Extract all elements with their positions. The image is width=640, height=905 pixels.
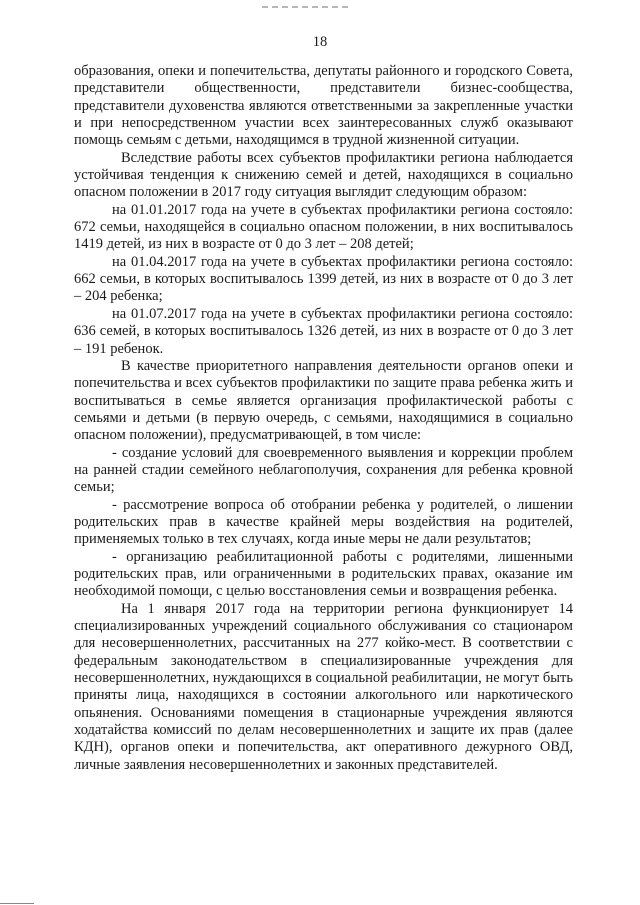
list-item: - организацию реабилитационной работы с родителями, лишенными родительских прав, или ограниченными в родительских правах, оказание им необходимой помощи, с целью восстановления семьи и возвращения ребенка. (74, 548, 573, 600)
paragraph: Вследствие работы всех субъектов профилактики региона наблюдается устойчивая тенденция к снижению семей и детей, находящихся в социально опасном положении в 2017 году ситуация выглядит следующим образом: (74, 149, 573, 201)
body-text (74, 63, 573, 774)
paragraph: образования, опеки и попечительства, депутаты районного и городского Совета, представители общественности, представители бизнес-сообщества, представители духовенства являются ответственными за закрепленные участки и при непосредственном участии всех заинтересованных служб оказывают помощь семьям с детьми, находящимся в трудной жизненной ситуации. (74, 63, 573, 149)
paragraph: на 01.04.2017 года на учете в субъектах профилактики региона состояло: 662 семьи, в которых воспитывалось 1399 детей, из них в возрасте от 0 до 3 лет – 204 ребенка; (74, 253, 573, 305)
paragraph: В качестве приоритетного направления деятельности органов опеки и попечительства и всех субъектов профилактики по защите права ребенка жить и воспитываться в семье является организация профилактической работы с семьями и детьми (в первую очередь, с семьями, находящимися в социально опасном положении), предусматривающей, в том числе: (74, 357, 573, 444)
paragraph: на 01.07.2017 года на учете в субъектах профилактики региона состояло: 636 семей, в которых воспитывалось 1326 детей, из них в возрасте от 0 до 3 лет – 191 ребенок. (74, 305, 573, 357)
list-item: - создание условий для своевременного выявления и коррекции проблем на ранней стадии семейного неблагополучия, сохранения для ребенка кровной семьи; (74, 444, 573, 496)
scan-edge-line (0, 903, 34, 904)
page-number: 18 (312, 34, 328, 50)
paragraph: на 01.01.2017 года на учете в субъектах профилактики региона состояло: 672 семьи, находящейся в социально опасном положении, в них воспитывалось 1419 детей, из них в возрасте от 0 до 3 лет – 208 детей; (74, 201, 573, 253)
scan-artifact (262, 6, 348, 8)
paragraph: На 1 января 2017 года на территории региона функционирует 14 специализированных учреждений социального обслуживания со стационаром для несовершеннолетних, рассчитанных на 277 койко-мест. В соответствии с федеральным законодательством в специализированные учреждения для несовершеннолетних, нуждающихся в социальной реабилитации, не могут быть приняты лица, находящихся в состоянии алкогольного или наркотического опьянения. Основаниями помещения в стационарные учреждения являются ходатайства комиссий по делам несовершеннолетних и защите их прав (далее КДН), органов опеки и попечительства, акт оперативного дежурного ОВД, личные заявления несовершеннолетних и законных представителей. (74, 600, 573, 773)
list-item: - рассмотрение вопроса об отобрании ребенка у родителей, о лишении родительских прав в качестве крайней меры воздействия на родителей, применяемых только в тех случаях, когда иные меры не дали результатов; (74, 496, 573, 548)
